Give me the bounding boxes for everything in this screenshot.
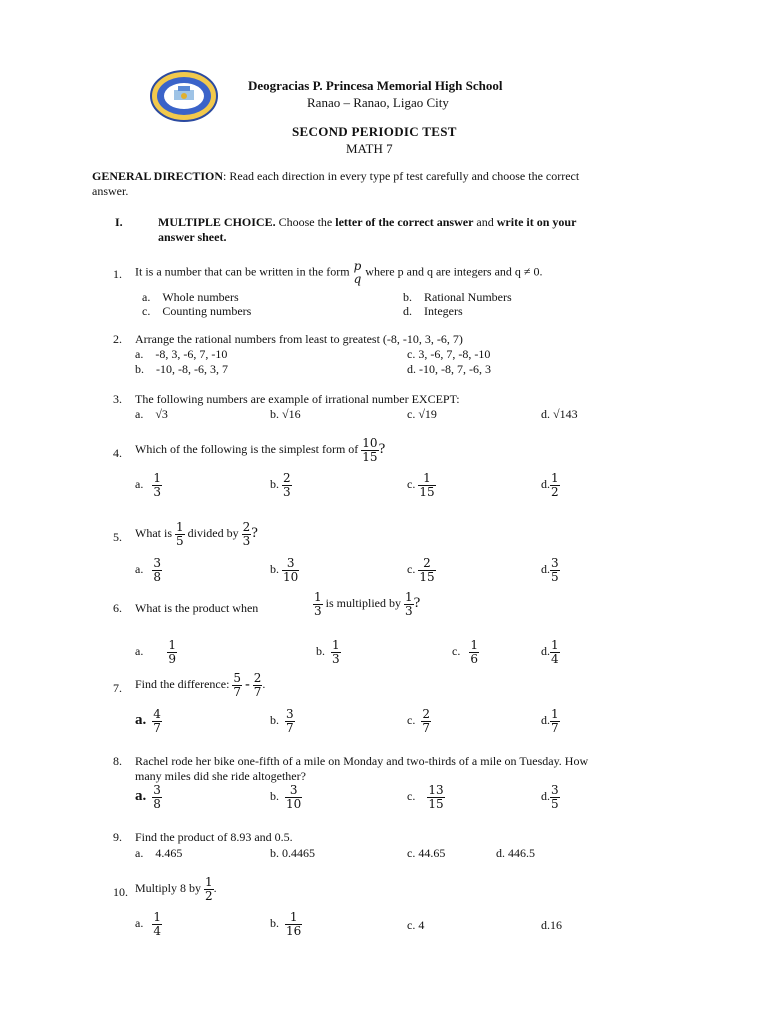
q5-option-a[interactable] <box>135 557 162 583</box>
q10-option-d[interactable] <box>541 918 562 933</box>
q4-option-d-fraction <box>550 472 560 498</box>
q10-option-c[interactable]: c. 4 <box>407 918 425 932</box>
q10-option-d-text: 16 <box>550 918 562 932</box>
q5-f2-num: 2 <box>242 520 251 534</box>
q10-option-a[interactable] <box>135 911 162 937</box>
q3-text: The following numbers are example of irrational number EXCEPT: <box>135 392 460 406</box>
q10-option-d-letter: d. <box>541 918 550 932</box>
q9-option-a-text: 4.465 <box>155 846 183 860</box>
q8-text-1: Rachel rode her bike one-fifth of a mile on Monday and two-thirds of a mile on Tuesday. How <box>135 754 589 768</box>
q9-option-b[interactable]: b. 0.4465 <box>270 846 315 860</box>
q6-text-mid: is multiplied by <box>325 595 401 610</box>
q5-option-c[interactable] <box>407 557 436 583</box>
q8-number: 8. <box>113 754 122 768</box>
q9-option-d[interactable]: d. 446.5 <box>496 846 535 860</box>
q5-option-a-letter: a. <box>135 561 144 576</box>
q1-option-a[interactable] <box>142 290 239 305</box>
q2-text: Arrange the rational numbers from least to greatest (-8, -10, 3, -6, 7) <box>135 332 463 346</box>
q7-option-d-fraction <box>550 708 560 734</box>
general-direction-label: GENERAL DIRECTION <box>92 169 224 183</box>
general-direction-text: : Read each direction in every type pf test carefully and choose the correct <box>223 169 580 183</box>
q10-text-pre: Multiply 8 by <box>135 880 202 895</box>
q7-option-a[interactable] <box>135 708 162 734</box>
q6-c-den: 6 <box>470 651 478 666</box>
q7-f1-num: 5 <box>233 671 242 685</box>
q4-b-num: 2 <box>283 471 291 485</box>
q6-text-post: ? <box>413 594 421 611</box>
q4-option-d[interactable] <box>541 472 560 498</box>
q4-d-den: 2 <box>551 484 559 499</box>
q6-option-d-letter: d. <box>541 643 550 658</box>
q4-frac-num: 10 <box>362 436 378 450</box>
q10-option-a-letter: a. <box>135 915 144 930</box>
q8-a-num: 3 <box>153 783 161 797</box>
q8-text-2: many miles did she ride altogether? <box>135 769 306 783</box>
q4-option-a-letter: a. <box>135 476 144 491</box>
q5-number: 5. <box>113 530 122 544</box>
q7-number: 7. <box>113 681 122 695</box>
q5-text-post: ? <box>251 524 258 541</box>
q10-b-num: 1 <box>289 910 298 924</box>
q8-option-a[interactable] <box>135 784 162 810</box>
q1-option-c-letter: c. <box>142 304 151 318</box>
q6-option-d[interactable] <box>541 639 560 665</box>
general-direction-text-2: answer. <box>92 184 129 198</box>
q8-c-den: 15 <box>428 796 444 811</box>
q5-text-mid: divided by <box>187 525 239 540</box>
q6-f2-den: 3 <box>404 603 413 618</box>
q3-option-a-text: √3 <box>155 407 168 421</box>
q2-option-b-text: -10, -8, -6, 3, 7 <box>156 362 228 376</box>
q5-option-b-fraction <box>282 557 299 583</box>
section-text-3: and <box>473 215 497 229</box>
q9-option-a[interactable] <box>135 846 182 861</box>
q10-option-b[interactable] <box>270 911 302 937</box>
q8-option-b-fraction <box>285 784 302 810</box>
q4-text-pre: Which of the following is the simplest form of <box>135 441 359 456</box>
q7-option-c[interactable] <box>407 708 431 734</box>
q6-fraction-2 <box>404 591 414 617</box>
q1-text-pre: It is a number that can be written in the form <box>135 264 350 279</box>
q4-frac-den: 15 <box>362 449 378 464</box>
q4-option-b[interactable] <box>270 472 292 498</box>
q4-text-post: ? <box>378 440 386 457</box>
q8-option-d-fraction <box>550 784 560 810</box>
q7-option-b-letter: b. <box>270 712 279 727</box>
q4-option-c-letter: c. <box>407 476 416 491</box>
section-instructions <box>158 215 576 230</box>
q8-b-num: 3 <box>289 783 298 797</box>
q6-option-b-fraction <box>331 639 341 665</box>
q10-number: 10. <box>113 885 128 899</box>
q4-option-c-fraction <box>418 472 435 498</box>
q4-c-den: 15 <box>419 484 435 499</box>
section-text-5: answer sheet. <box>158 230 227 244</box>
q5-f1-num: 1 <box>176 520 184 534</box>
q7-a-den: 7 <box>153 720 161 735</box>
q4-option-a-fraction <box>152 472 162 498</box>
q1-option-b-text: Rational Numbers <box>424 290 512 304</box>
q7-text-post: . <box>262 676 266 691</box>
q8-option-c[interactable] <box>407 784 445 810</box>
q6-option-c-fraction <box>469 639 479 665</box>
q7-operator: - <box>245 676 250 692</box>
q8-option-b[interactable] <box>270 784 302 810</box>
q4-a-den: 3 <box>153 484 161 499</box>
q3-number: 3. <box>113 392 122 406</box>
q6-option-b-letter: b. <box>316 643 325 658</box>
q1-option-d-text: Integers <box>424 304 463 318</box>
q4-a-num: 1 <box>153 471 161 485</box>
q10-option-b-letter: b. <box>270 915 279 930</box>
q7-stem <box>135 672 265 698</box>
test-title: SECOND PERIODIC TEST <box>292 124 457 139</box>
q4-number: 4. <box>113 446 122 460</box>
q7-option-b[interactable] <box>270 708 295 734</box>
q10-frac-num: 1 <box>205 875 213 889</box>
q7-f2-num: 2 <box>253 671 262 685</box>
q7-f1-den: 7 <box>233 684 242 699</box>
q10-a-den: 4 <box>153 923 161 938</box>
q8-option-b-letter: b. <box>270 788 279 803</box>
q1-option-d[interactable] <box>403 304 463 319</box>
q6-option-a-letter: a. <box>135 643 144 658</box>
q8-option-d[interactable] <box>541 784 560 810</box>
q5-option-c-fraction <box>418 557 435 583</box>
q3-option-a-letter: a. <box>135 407 144 421</box>
section-title: MULTIPLE CHOICE. <box>158 215 276 229</box>
q6-option-d-fraction <box>550 639 560 665</box>
q8-option-a-fraction <box>152 784 162 810</box>
q6-f2-num: 1 <box>404 590 413 604</box>
q5-option-b[interactable] <box>270 557 299 583</box>
q4-c-num: 1 <box>423 471 431 485</box>
section-text-4: write it on your <box>496 215 577 229</box>
q6-c-num: 1 <box>470 638 478 652</box>
q5-fraction-1 <box>175 521 185 547</box>
q7-fraction-2 <box>253 671 266 699</box>
q1-option-d-letter: d. <box>403 304 412 318</box>
q6-option-b[interactable] <box>316 639 341 665</box>
q5-option-d-fraction <box>550 557 560 583</box>
q6-f1-den: 3 <box>314 603 322 618</box>
q5-f1-den: 5 <box>176 533 184 548</box>
q10-stem <box>135 876 217 902</box>
q4-stem <box>135 437 385 463</box>
school-name: Deogracias P. Princesa Memorial High School <box>248 78 503 93</box>
q7-b-den: 7 <box>286 720 294 735</box>
q9-option-a-letter: a. <box>135 846 144 860</box>
q10-option-b-fraction <box>285 911 302 937</box>
q5-b-den: 10 <box>283 569 299 584</box>
q8-option-d-letter: d. <box>541 788 550 803</box>
q1-option-a-letter: a. <box>142 290 151 304</box>
q6-f1-num: 1 <box>314 590 322 604</box>
q1-number: 1. <box>113 267 122 281</box>
q4-option-b-letter: b. <box>270 476 279 491</box>
q7-option-c-letter: c. <box>407 712 416 727</box>
q5-fraction-2 <box>242 521 252 547</box>
q8-d-num: 3 <box>551 783 559 797</box>
q2-option-b[interactable] <box>135 362 228 377</box>
q7-b-num: 3 <box>286 707 294 721</box>
q4-fraction <box>361 437 378 463</box>
q1-option-a-text: Whole numbers <box>162 290 239 304</box>
q1-frac-den: q <box>353 271 362 286</box>
q7-c-den: 7 <box>422 720 430 735</box>
q4-option-a[interactable] <box>135 472 162 498</box>
q5-f2-den: 3 <box>242 533 251 548</box>
q1-option-b[interactable] <box>403 290 512 305</box>
q7-option-a-fraction <box>152 708 162 734</box>
q7-a-num: 4 <box>153 707 161 721</box>
q2-option-b-letter: b. <box>135 362 144 376</box>
section-roman: I. <box>115 215 123 229</box>
q7-option-d-letter: d. <box>541 712 550 727</box>
q8-a-den: 8 <box>153 796 161 811</box>
q7-d-den: 7 <box>551 720 559 735</box>
q6-option-c[interactable] <box>452 639 479 665</box>
q6-number: 6. <box>113 601 122 615</box>
q10-option-a-fraction <box>152 911 162 937</box>
q1-option-b-letter: b. <box>403 290 412 304</box>
q1-stem <box>135 260 542 285</box>
q5-c-den: 15 <box>419 569 435 584</box>
q5-b-num: 3 <box>286 556 295 570</box>
q7-option-b-fraction <box>285 708 295 734</box>
q3-option-c[interactable]: c. √19 <box>407 407 437 421</box>
q6-option-c-letter: c. <box>452 643 461 658</box>
q5-option-c-letter: c. <box>407 561 416 576</box>
q1-text-post: where p and q are integers and q ≠ 0. <box>365 264 543 279</box>
q5-d-num: 3 <box>551 556 559 570</box>
q5-option-a-fraction <box>152 557 162 583</box>
q3-option-a[interactable] <box>135 407 168 422</box>
q6-stem-rest <box>313 591 420 617</box>
q6-a-den: 9 <box>168 651 176 666</box>
q4-option-b-fraction <box>282 472 292 498</box>
q4-d-num: 1 <box>551 471 559 485</box>
q7-option-c-fraction <box>421 708 431 734</box>
q6-d-den: 4 <box>551 651 559 666</box>
q6-option-a[interactable] <box>135 639 177 665</box>
q5-option-d[interactable] <box>541 557 560 583</box>
q6-text-pre: What is the product when <box>135 601 259 615</box>
q4-b-den: 3 <box>283 484 291 499</box>
school-seal-icon <box>150 70 218 122</box>
q4-option-c[interactable] <box>407 472 436 498</box>
q7-text-pre: Find the difference: <box>135 676 230 691</box>
q10-fraction <box>204 876 214 902</box>
q5-a-den: 8 <box>153 569 161 584</box>
q5-c-num: 2 <box>423 556 431 570</box>
q8-option-c-fraction <box>427 784 444 810</box>
q2-option-d[interactable]: d. -10, -8, 7, -6, 3 <box>407 362 491 376</box>
q2-option-c[interactable]: c. 3, -6, 7, -8, -10 <box>407 347 491 361</box>
q1-option-c-text: Counting numbers <box>162 304 252 318</box>
q2-number: 2. <box>113 332 122 346</box>
q9-number: 9. <box>113 830 122 844</box>
q7-fraction-1 <box>232 672 242 698</box>
q10-a-num: 1 <box>153 910 161 924</box>
q5-text-pre: What is <box>135 525 172 540</box>
q10-frac-den: 2 <box>205 888 213 903</box>
q6-b-den: 3 <box>332 651 340 666</box>
section-text-1: Choose the <box>275 215 336 229</box>
q8-d-den: 5 <box>551 796 559 811</box>
q5-a-num: 3 <box>153 556 161 570</box>
q10-b-den: 16 <box>286 923 302 938</box>
q6-a-num: 1 <box>168 638 176 652</box>
q6-d-num: 1 <box>551 638 559 652</box>
q1-fraction <box>353 260 363 285</box>
q5-stem <box>135 521 258 547</box>
q7-c-num: 2 <box>422 707 430 721</box>
q6-fraction-1 <box>313 591 323 617</box>
q9-option-c[interactable]: c. 44.65 <box>407 846 446 860</box>
section-text-2: letter of the correct answer <box>335 215 474 229</box>
q2-option-a[interactable] <box>135 347 227 362</box>
q7-f2-den: 7 <box>253 684 262 699</box>
q10-text-post: . <box>213 880 217 895</box>
general-direction <box>92 169 579 184</box>
q9-text: Find the product of 8.93 and 0.5. <box>135 830 293 844</box>
q4-option-d-letter: d. <box>541 476 550 491</box>
q7-d-num: 1 <box>551 707 559 721</box>
q6-option-a-fraction <box>167 639 177 665</box>
q2-option-a-text: -8, 3, -6, 7, -10 <box>155 347 228 361</box>
q3-option-b[interactable]: b. √16 <box>270 407 301 421</box>
q8-option-c-letter: c. <box>407 788 416 803</box>
q7-option-a-letter: a. <box>135 711 147 728</box>
q3-option-d[interactable]: d. √143 <box>541 407 578 421</box>
q8-b-den: 10 <box>286 796 302 811</box>
q1-frac-num: p <box>353 259 362 273</box>
q5-d-den: 5 <box>551 569 559 584</box>
q2-option-a-letter: a. <box>135 347 144 361</box>
q5-option-d-letter: d. <box>541 561 550 576</box>
q6-b-num: 1 <box>332 638 340 652</box>
q8-option-a-letter: a. <box>135 787 147 804</box>
q7-option-d[interactable] <box>541 708 560 734</box>
subject: MATH 7 <box>346 141 393 156</box>
q5-option-b-letter: b. <box>270 561 279 576</box>
q8-c-num: 13 <box>428 783 444 797</box>
school-address: Ranao – Ranao, Ligao City <box>307 95 449 110</box>
q1-option-c[interactable] <box>142 304 251 319</box>
